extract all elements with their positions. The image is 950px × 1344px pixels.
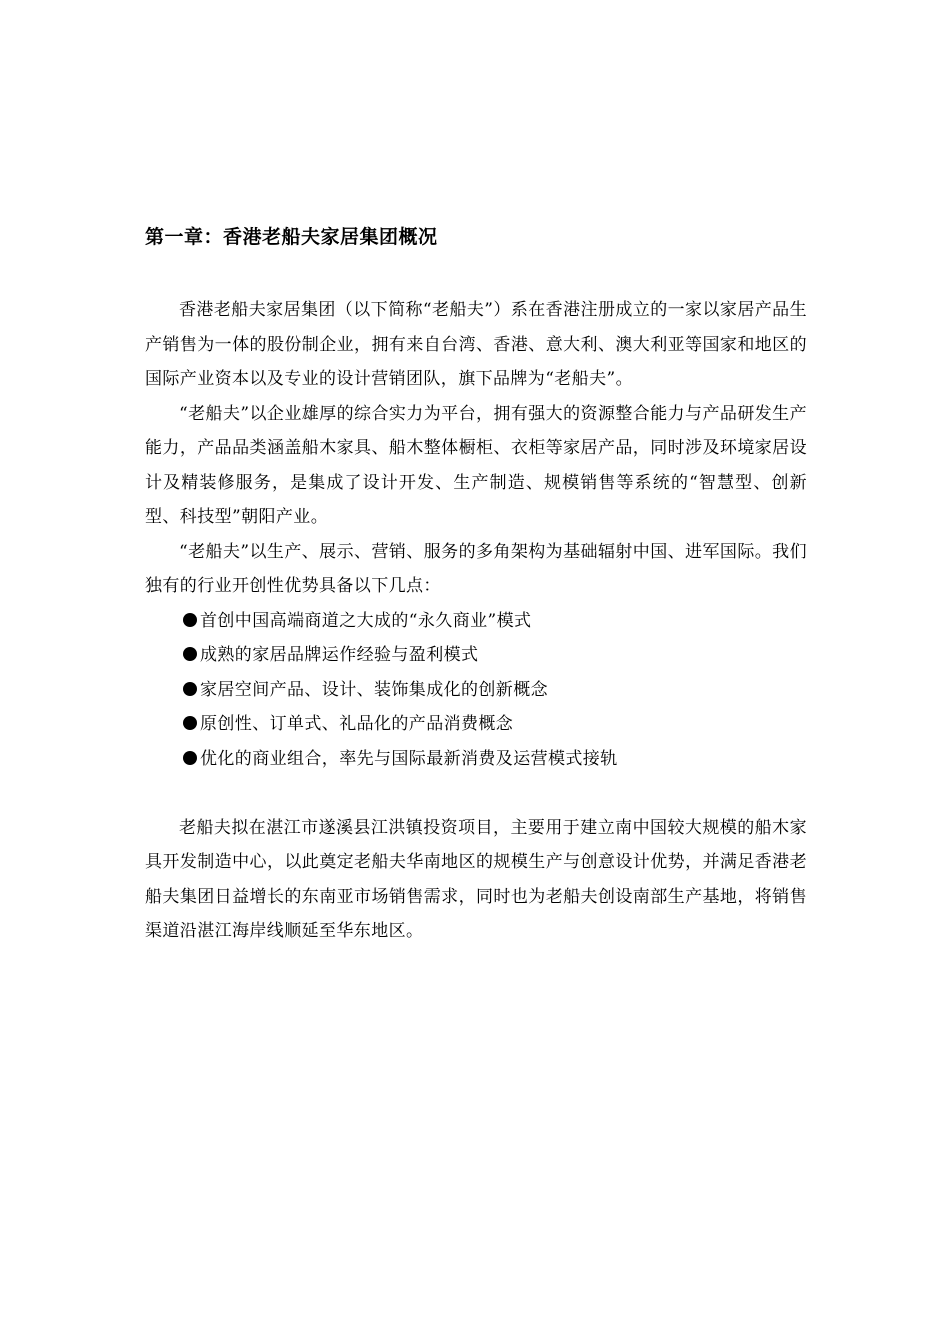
list-item-text: 家居空间产品、设计、装饰集成化的创新概念 (200, 679, 548, 700)
bullet-icon (183, 613, 197, 627)
list-item (145, 638, 807, 673)
list-item-text: 首创中国高端商道之大成的“永久商业”模式 (200, 610, 532, 631)
advantages-list (145, 604, 807, 777)
document-body (145, 222, 807, 949)
bullet-icon (183, 751, 197, 765)
list-item (145, 742, 807, 777)
bullet-icon (183, 716, 197, 730)
list-item (145, 673, 807, 708)
list-item-text: 原创性、订单式、礼品化的产品消费概念 (200, 714, 514, 734)
advantages-paragraph: “老船夫”以生产、展示、营销、服务的多角架构为基础辐射中国、进军国际。我们独有的行业开创性优势具备以下几点： (145, 541, 807, 596)
bullet-icon (183, 647, 197, 661)
bullet-icon (183, 682, 197, 696)
list-item-text: 成熟的家居品牌运作经验与盈利模式 (200, 645, 479, 665)
list-item (145, 707, 807, 742)
project-paragraph: 老船夫拟在湛江市遂溪县江洪镇投资项目，主要用于建立南中国较大规模的船木家具开发制造中心，以此奠定老船夫华南地区的规模生产与创意设计优势，并满足香港老船夫集团日益增长的东南亚市场销售需求，同时也为老船夫创设南部生产基地，将销售渠道沿湛江海岸线顺延至华东地区。 (145, 817, 807, 941)
paragraph-spacer (145, 776, 807, 811)
capability-paragraph: “老船夫”以企业雄厚的综合实力为平台，拥有强大的资源整合能力与产品研发生产能力，产品品类涵盖船木家具、船木整体橱柜、衣柜等家居产品，同时涉及环境家居设计及精装修服务，是集成了设计开发、生产制造、规模销售等系统的“智慧型、创新型、科技型”朝阳产业。 (145, 403, 807, 527)
list-item-text: 优化的商业组合，率先与国际最新消费及运营模式接轨 (200, 748, 618, 769)
chapter-title: 第一章：香港老船夫家居集团概况 (145, 226, 438, 248)
list-item (145, 604, 807, 639)
intro-paragraph: 香港老船夫家居集团（以下简称“老船夫”）系在香港注册成立的一家以家居产品生产销售为一体的股份制企业，拥有来自台湾、香港、意大利、澳大利亚等国家和地区的国际产业资本以及专业的设计营销团队，旗下品牌为“老船夫”。 (145, 300, 807, 389)
